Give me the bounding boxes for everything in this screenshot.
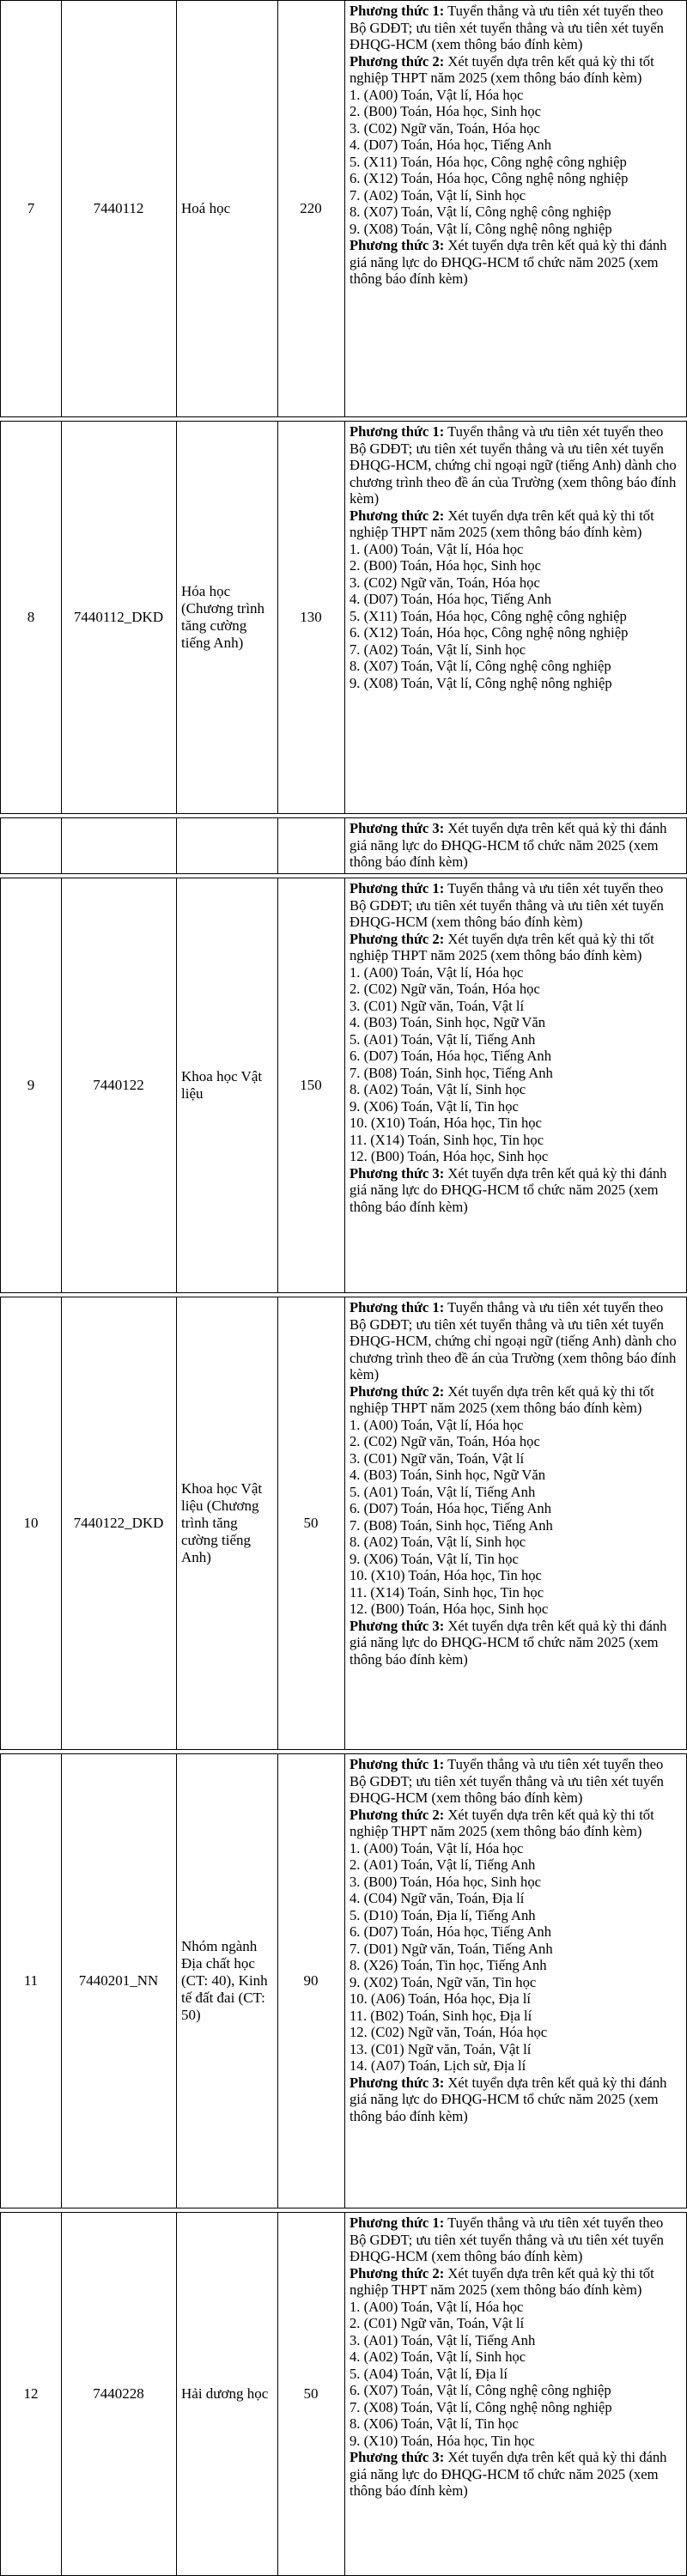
subject-combination — [350, 574, 681, 592]
method-text: Xét tuyển dựa trên kết quả kỳ thi tốt nghiệp THPT năm 2025 (xem thông báo đính kèm) — [350, 930, 654, 963]
method-text: 1. (A00) Toán, Vật lí, Hóa học — [350, 540, 524, 557]
method-text: 1. (A00) Toán, Vật lí, Hóa học — [350, 1839, 524, 1856]
method-text: Xét tuyển dựa trên kết quả kỳ thi đánh giá năng lực do ĐHQG-HCM tổ chức năm 2025 (xem thông báo đính kèm) — [350, 2074, 667, 2124]
method-text: 7. (B08) Toán, Sinh học, Tiếng Anh — [350, 1064, 553, 1081]
method-text: Xét tuyển dựa trên kết quả kỳ thi đánh giá năng lực do ĐHQG-HCM tổ chức năm 2025 (xem thông báo đính kèm) — [350, 2449, 667, 2499]
method-paragraph — [350, 2075, 681, 2125]
subject-combination — [350, 1132, 681, 1149]
method-text: Tuyển thẳng và ưu tiên xét tuyển theo Bộ GDĐT; ưu tiên xét tuyển thẳng và ưu tiên xét tuyển ĐHQG-HCM (xem thông báo đính kèm) — [350, 2215, 664, 2264]
method-paragraph — [350, 880, 681, 931]
admission-methods — [344, 878, 686, 1217]
method-label: Phương thức 2: — [350, 2264, 445, 2281]
method-paragraph — [350, 507, 681, 541]
method-text: 2. (C02) Ngữ văn, Toán, Hóa học — [350, 1433, 540, 1449]
method-text: 2. (B00) Toán, Hóa học, Sinh học — [350, 103, 541, 119]
method-text: 3. (C02) Ngữ văn, Toán, Hóa học — [350, 119, 540, 137]
admission-methods — [344, 422, 686, 693]
method-text: 11. (X14) Toán, Sinh học, Tin học — [350, 1131, 544, 1148]
method-text: 6. (X12) Toán, Hóa học, Công nghệ nông nghiệp — [350, 624, 629, 641]
method-label: Phương thức 3: — [350, 237, 445, 253]
method-paragraph — [350, 1299, 681, 1383]
subject-combination — [350, 2348, 681, 2366]
row-number: 8 — [27, 609, 35, 625]
subject-combination — [350, 1890, 681, 1907]
method-text: 9. (X06) Toán, Vật lí, Tin học — [350, 1550, 519, 1567]
program-name: Khoa học Vật liệu (Chương trình tăng cường tiếng Anh) — [181, 1480, 263, 1565]
subject-combination — [350, 1907, 681, 1924]
program-quota: 50 — [303, 2385, 319, 2402]
method-text: Xét tuyển dựa trên kết quả kỳ thi đánh giá năng lực do ĐHQG-HCM tổ chức năm 2025 (xem thông báo đính kèm) — [350, 1164, 667, 1215]
method-text: 6. (X07) Toán, Vật lí, Công nghệ công nghiệp — [350, 2382, 611, 2398]
subject-combination — [350, 1098, 681, 1115]
subject-combination — [350, 154, 681, 171]
admission-methods — [344, 1754, 686, 2126]
method-text: 2. (B00) Toán, Hóa học, Sinh học — [350, 557, 541, 574]
method-text: 9. (X06) Toán, Vật lí, Tin học — [350, 1097, 519, 1115]
method-text: 6. (D07) Toán, Hóa học, Tiếng Anh — [350, 1048, 551, 1064]
subject-combination — [350, 170, 681, 187]
method-text: 8. (X07) Toán, Vật lí, Công nghệ công nghiệp — [350, 658, 611, 674]
subject-combination — [350, 675, 681, 692]
method-text: 8. (X26) Toán, Tin học, Tiếng Anh — [350, 1957, 547, 1973]
method-paragraph — [350, 3, 681, 53]
subject-combination — [350, 1484, 681, 1501]
admission-methods — [344, 2213, 686, 2501]
method-text: 4. (D07) Toán, Hóa học, Tiếng Anh — [350, 137, 551, 153]
admission-methods — [344, 1297, 686, 1669]
subject-combination — [350, 624, 681, 641]
method-text: Tuyển thẳng và ưu tiên xét tuyển theo Bộ GDĐT; ưu tiên xét tuyển thẳng và ưu tiên xét tuyển ĐHQG-HCM (xem thông báo đính kèm) — [350, 1756, 664, 1806]
subject-combination — [350, 1584, 681, 1601]
method-text: 5. (A01) Toán, Vật lí, Tiếng Anh — [350, 1483, 536, 1500]
subject-combination — [350, 1048, 681, 1065]
subject-combination — [350, 2382, 681, 2399]
method-text: 5. (A01) Toán, Vật lí, Tiếng Anh — [350, 1030, 536, 1048]
method-text: 12. (B00) Toán, Hóa học, Sinh học — [350, 1601, 549, 1617]
method-text: 10. (X10) Toán, Hóa học, Tin học — [350, 1567, 542, 1583]
admission-methods — [344, 818, 686, 872]
subject-combination — [350, 120, 681, 137]
method-text: 2. (C01) Ngữ văn, Toán, Vật lí — [350, 2315, 525, 2331]
program-quota: 90 — [303, 1972, 319, 1989]
subject-combination — [350, 1601, 681, 1618]
method-label: Phương thức 2: — [350, 507, 445, 524]
subject-combination — [350, 1065, 681, 1082]
subject-combination — [350, 658, 681, 675]
program-quota: 220 — [300, 200, 322, 216]
program-quota: 50 — [303, 1515, 319, 1531]
subject-combination — [350, 1840, 681, 1857]
method-text: 4. (A02) Toán, Vật lí, Sinh học — [350, 2348, 526, 2365]
table-row — [0, 2212, 687, 2576]
method-text: 6. (X12) Toán, Hóa học, Công nghệ nông nghiệp — [350, 170, 629, 186]
method-label: Phương thức 3: — [350, 2074, 445, 2091]
method-paragraph — [350, 1618, 681, 1668]
subject-combination — [350, 964, 681, 981]
method-paragraph — [350, 931, 681, 964]
program-quota: 150 — [300, 1077, 322, 1093]
method-text: Xét tuyển dựa trên kết quả kỳ thi tốt nghiệp THPT năm 2025 (xem thông báo đính kèm) — [350, 2264, 654, 2298]
row-number: 11 — [23, 1972, 39, 1989]
method-text: 9. (X02) Toán, Ngữ văn, Tin học — [350, 1973, 537, 1990]
method-text: 10. (X10) Toán, Hóa học, Tin học — [350, 1115, 542, 1131]
subject-combination — [350, 204, 681, 221]
method-text: Tuyển thẳng và ưu tiên xét tuyển theo Bộ GDĐT; ưu tiên xét tuyển thẳng và ưu tiên xét tuyển ĐHQG-HCM, chứng chỉ ngoại ngữ (tiếng Anh) dành cho chương trình theo đề án của Trường (xem thông báo đính kèm) — [350, 1299, 677, 1382]
subject-combination — [350, 2024, 681, 2041]
subject-combination — [350, 1081, 681, 1098]
subject-combination — [350, 2057, 681, 2075]
subject-combination — [350, 221, 681, 238]
method-text: 8. (A02) Toán, Vật lí, Sinh học — [350, 1534, 526, 1550]
method-text: 1. (A00) Toán, Vật lí, Hóa học — [350, 86, 524, 103]
method-text: 9. (X08) Toán, Vật lí, Công nghệ nông nghiệp — [350, 674, 612, 691]
method-text: 8. (X07) Toán, Vật lí, Công nghệ công nghiệp — [350, 204, 611, 220]
method-label: Phương thức 1: — [350, 423, 445, 440]
method-text: 5. (A04) Toán, Vật lí, Địa lí — [350, 2365, 508, 2382]
subject-combination — [350, 557, 681, 574]
subject-combination — [350, 2433, 681, 2450]
method-text: 7. (X08) Toán, Vật lí, Công nghệ nông nghiệp — [350, 2398, 612, 2415]
method-text: 1. (A00) Toán, Vật lí, Hóa học — [350, 1416, 524, 1433]
subject-combination — [350, 2041, 681, 2058]
subject-combination — [350, 1874, 681, 1891]
method-text: 5. (X11) Toán, Hóa học, Công nghệ công nghiệp — [350, 607, 627, 624]
method-text: 2. (C02) Ngữ văn, Toán, Hóa học — [350, 981, 540, 997]
method-paragraph — [350, 1807, 681, 1840]
subject-combination — [350, 1417, 681, 1434]
method-text: 3. (B00) Toán, Hóa học, Sinh học — [350, 1873, 541, 1890]
row-number: 9 — [27, 1077, 35, 1093]
program-code: 7440122_DKD — [73, 1515, 164, 1531]
method-text: 3. (C02) Ngữ văn, Toán, Hóa học — [350, 574, 540, 591]
subject-combination — [350, 1567, 681, 1584]
method-label: Phương thức 1: — [350, 1756, 445, 1772]
subject-combination — [350, 2415, 681, 2433]
table-row — [0, 421, 687, 814]
program-name: Nhóm ngành Địa chất học (CT: 40), Kinh tế đất đai (CT: 50) — [181, 1938, 268, 2023]
subject-combination — [350, 2399, 681, 2416]
program-name: Hoá học — [181, 200, 231, 216]
method-paragraph — [350, 2215, 681, 2265]
method-label: Phương thức 2: — [350, 930, 445, 947]
method-text: Tuyển thẳng và ưu tiên xét tuyển theo Bộ GDĐT; ưu tiên xét tuyển thẳng và ưu tiên xét tuyển ĐHQG-HCM (xem thông báo đính kèm) — [350, 880, 664, 930]
method-text: Tuyển thẳng và ưu tiên xét tuyển theo Bộ GDĐT; ưu tiên xét tuyển thẳng và ưu tiên xét tuyển ĐHQG-HCM, chứng chỉ ngoại ngữ (tiếng Anh) dành cho chương trình theo đề án của Trường (xem thông báo đính kèm) — [350, 423, 677, 507]
method-text: 1. (A00) Toán, Vật lí, Hóa học — [350, 2298, 524, 2315]
subject-combination — [350, 2332, 681, 2349]
subject-combination — [350, 608, 681, 625]
subject-combination — [350, 1467, 681, 1484]
method-text: 5. (D10) Toán, Địa lí, Tiếng Anh — [350, 1906, 536, 1923]
subject-combination — [350, 1856, 681, 1874]
method-paragraph — [350, 237, 681, 288]
method-paragraph — [350, 1165, 681, 1216]
method-text: 8. (A02) Toán, Vật lí, Sinh học — [350, 1081, 526, 1097]
program-name: Khoa học Vật liệu — [181, 1068, 263, 1102]
method-text: 3. (A01) Toán, Vật lí, Tiếng Anh — [350, 2331, 536, 2348]
method-text: 14. (A07) Toán, Lịch sử, Địa lí — [350, 2057, 526, 2074]
subject-combination — [350, 2315, 681, 2332]
method-text: 4. (B03) Toán, Sinh học, Ngữ Văn — [350, 1467, 545, 1483]
program-quota: 130 — [300, 609, 322, 625]
method-text: 2. (A01) Toán, Vật lí, Tiếng Anh — [350, 1856, 536, 1873]
method-text: 9. (X10) Toán, Hóa học, Tin học — [350, 2432, 535, 2449]
method-paragraph — [350, 1756, 681, 1807]
subject-combination — [350, 2008, 681, 2025]
program-name: Hải dương học — [181, 2385, 269, 2402]
method-text: 4. (C04) Ngữ văn, Toán, Địa lí — [350, 1890, 525, 1906]
program-code: 7440122 — [93, 1077, 144, 1093]
subject-combination — [350, 1115, 681, 1132]
table-row — [0, 878, 687, 1293]
subject-combination — [350, 541, 681, 558]
method-label: Phương thức 1: — [350, 1299, 445, 1315]
subject-combination — [350, 1974, 681, 1991]
row-number: 10 — [23, 1515, 39, 1531]
method-text: Xét tuyển dựa trên kết quả kỳ thi đánh giá năng lực do ĐHQG-HCM tổ chức năm 2025 (xem thông báo đính kèm) — [350, 820, 667, 870]
row-number: 12 — [23, 2385, 39, 2402]
subject-combination — [350, 1517, 681, 1534]
method-text: 3. (C01) Ngữ văn, Toán, Vật lí — [350, 997, 525, 1014]
subject-combination — [350, 187, 681, 204]
table-row — [0, 1297, 687, 1750]
subject-combination — [350, 1148, 681, 1165]
table-row — [0, 0, 687, 417]
program-name: Hóa học (Chương trình tăng cường tiếng Anh) — [181, 583, 265, 651]
method-text: Xét tuyển dựa trên kết quả kỳ thi tốt nghiệp THPT năm 2025 (xem thông báo đính kèm) — [350, 507, 654, 540]
method-paragraph — [350, 53, 681, 87]
subject-combination — [350, 1941, 681, 1958]
method-text: 1. (A00) Toán, Vật lí, Hóa học — [350, 963, 524, 981]
method-text: Xét tuyển dựa trên kết quả kỳ thi đánh giá năng lực do ĐHQG-HCM tổ chức năm 2025 (xem thông báo đính kèm) — [350, 1617, 667, 1668]
method-text: 4. (B03) Toán, Sinh học, Ngữ Văn — [350, 1014, 545, 1030]
method-text: 6. (D07) Toán, Hóa học, Tiếng Anh — [350, 1500, 551, 1516]
method-text: Xét tuyển dựa trên kết quả kỳ thi tốt nghiệp THPT năm 2025 (xem thông báo đính kèm) — [350, 1382, 654, 1416]
method-label: Phương thức 3: — [350, 2449, 445, 2465]
subject-combination — [350, 1551, 681, 1568]
subject-combination — [350, 1534, 681, 1551]
method-label: Phương thức 1: — [350, 880, 445, 896]
subject-combination — [350, 1014, 681, 1031]
subject-combination — [350, 2299, 681, 2316]
method-text: 7. (A02) Toán, Vật lí, Sinh học — [350, 186, 526, 204]
method-text: 3. (C01) Ngữ văn, Toán, Vật lí — [350, 1449, 525, 1467]
method-text: 11. (B02) Toán, Sinh học, Địa lí — [350, 2007, 532, 2024]
method-text: 7. (A02) Toán, Vật lí, Sinh học — [350, 641, 526, 658]
method-label: Phương thức 2: — [350, 52, 445, 70]
subject-combination — [350, 87, 681, 104]
subject-combination — [350, 103, 681, 120]
subject-combination — [350, 998, 681, 1015]
subject-combination — [350, 1923, 681, 1941]
subject-combination — [350, 1957, 681, 1974]
method-paragraph — [350, 2265, 681, 2299]
method-label: Phương thức 3: — [350, 1617, 445, 1634]
admission-methods — [344, 1, 686, 289]
method-label: Phương thức 1: — [350, 3, 445, 19]
method-text: 8. (X06) Toán, Vật lí, Tin học — [350, 2415, 519, 2432]
method-label: Phương thức 2: — [350, 1382, 445, 1400]
subject-combination — [350, 1990, 681, 2008]
method-text: 10. (A06) Toán, Hóa học, Địa lí — [350, 1990, 531, 2007]
table-row-continuation — [0, 817, 687, 874]
method-text: 11. (X14) Toán, Sinh học, Tin học — [350, 1583, 544, 1601]
method-label: Phương thức 1: — [350, 2215, 445, 2231]
subject-combination — [350, 1433, 681, 1450]
method-text: 13. (C01) Ngữ văn, Toán, Vật lí — [350, 2040, 532, 2057]
subject-combination — [350, 981, 681, 998]
method-text: Tuyển thẳng và ưu tiên xét tuyển theo Bộ GDĐT; ưu tiên xét tuyển thẳng và ưu tiên xét tuyển ĐHQG-HCM (xem thông báo đính kèm) — [350, 3, 664, 52]
method-label: Phương thức 3: — [350, 820, 445, 836]
method-paragraph — [350, 423, 681, 507]
subject-combination — [350, 1031, 681, 1048]
subject-combination — [350, 1500, 681, 1517]
method-text: 7. (B08) Toán, Sinh học, Tiếng Anh — [350, 1516, 553, 1534]
method-text: Xét tuyển dựa trên kết quả kỳ thi đánh giá năng lực do ĐHQG-HCM tổ chức năm 2025 (xem thông báo đính kèm) — [350, 237, 667, 287]
subject-combination — [350, 641, 681, 659]
method-paragraph — [350, 820, 681, 871]
method-text: Xét tuyển dựa trên kết quả kỳ thi tốt nghiệp THPT năm 2025 (xem thông báo đính kèm) — [350, 1806, 654, 1839]
method-text: 4. (D07) Toán, Hóa học, Tiếng Anh — [350, 591, 551, 607]
method-paragraph — [350, 1383, 681, 1417]
program-code: 7440201_NN — [78, 1972, 159, 1989]
row-number: 7 — [27, 200, 35, 216]
program-code: 7440112_DKD — [73, 609, 164, 625]
subject-combination — [350, 1450, 681, 1467]
subject-combination — [350, 2366, 681, 2383]
program-code: 7440112 — [93, 200, 144, 216]
method-text: 6. (D07) Toán, Hóa học, Tiếng Anh — [350, 1923, 551, 1940]
method-text: 7. (D01) Ngữ văn, Toán, Tiếng Anh — [350, 1940, 553, 1957]
method-label: Phương thức 2: — [350, 1806, 445, 1823]
table-row — [0, 1753, 687, 2208]
method-label: Phương thức 3: — [350, 1164, 445, 1182]
method-paragraph — [350, 2449, 681, 2500]
method-text: 12. (B00) Toán, Hóa học, Sinh học — [350, 1148, 549, 1164]
method-text: 5. (X11) Toán, Hóa học, Công nghệ công nghiệp — [350, 153, 627, 170]
program-code: 7440228 — [93, 2385, 144, 2402]
method-text: Xét tuyển dựa trên kết quả kỳ thi tốt nghiệp THPT năm 2025 (xem thông báo đính kèm) — [350, 52, 654, 86]
subject-combination — [350, 591, 681, 608]
subject-combination — [350, 137, 681, 154]
method-text: 12. (C02) Ngữ văn, Toán, Hóa học — [350, 2024, 548, 2040]
method-text: 9. (X08) Toán, Vật lí, Công nghệ nông nghiệp — [350, 220, 612, 237]
